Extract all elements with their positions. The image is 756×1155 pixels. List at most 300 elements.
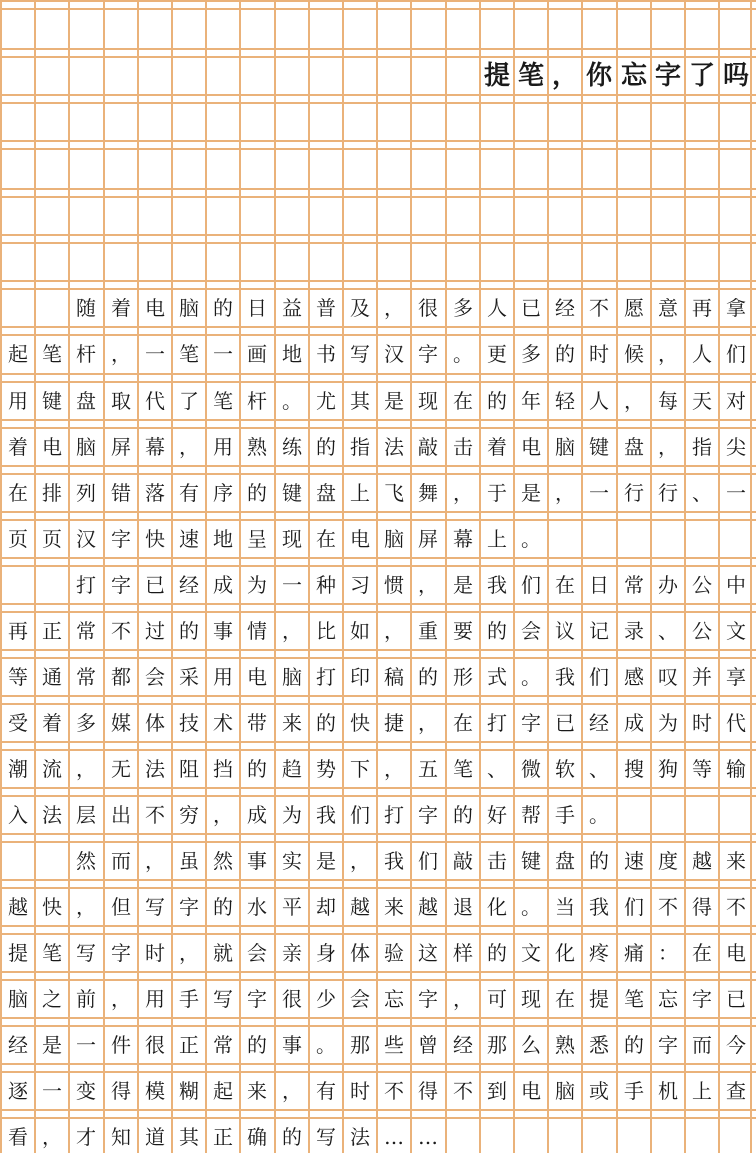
grid-divider (684, 188, 686, 234)
grid-divider (34, 557, 36, 603)
text-character: 在 (453, 711, 473, 735)
grid-rule (0, 833, 756, 835)
grid-divider (750, 0, 752, 48)
text-character: 如 (350, 619, 370, 643)
text-character: 写 (213, 987, 233, 1011)
text-character: 手 (624, 1079, 644, 1103)
grid-rule (0, 557, 756, 559)
grid-divider (581, 140, 583, 188)
text-character: 起 (213, 1079, 233, 1103)
grid-divider (684, 140, 686, 188)
grid-divider (342, 0, 344, 48)
grid-divider (684, 1109, 686, 1153)
text-character: 当 (555, 895, 575, 919)
text-character: 成 (624, 711, 644, 735)
text-character: 事 (282, 1033, 302, 1057)
grid-divider (718, 1109, 720, 1153)
text-character: 练 (282, 435, 302, 459)
text-character: 、 (487, 757, 507, 781)
text-character: 打 (487, 711, 507, 735)
text-character: 正 (42, 619, 62, 643)
text-character: 。 (453, 342, 473, 366)
grid-divider (684, 787, 686, 833)
text-character: 。 (589, 803, 609, 827)
text-character: 的 (418, 665, 438, 689)
text-character: ， (145, 849, 165, 873)
text-character: 击 (453, 435, 473, 459)
text-character: 笔 (624, 987, 644, 1011)
text-character: ， (282, 619, 302, 643)
text-character: 然 (213, 849, 233, 873)
grid-divider (68, 234, 70, 280)
grid-rule (0, 925, 756, 927)
text-character: 印 (350, 665, 370, 689)
text-character: ， (179, 435, 199, 459)
text-character: 电 (350, 527, 370, 551)
grid-divider (750, 94, 752, 140)
text-character: 盘 (316, 481, 336, 505)
grid-divider (684, 234, 686, 280)
grid-rule (0, 8, 756, 10)
text-character: 尤 (316, 389, 336, 413)
grid-divider (205, 0, 207, 48)
grid-divider (68, 48, 70, 94)
grid-divider (205, 94, 207, 140)
grid-divider (581, 511, 583, 557)
text-character: 文 (726, 619, 746, 643)
grid-divider (616, 1109, 618, 1153)
text-character: 越 (8, 895, 28, 919)
text-character: 身 (316, 941, 336, 965)
grid-rule (0, 242, 756, 244)
text-character: 指 (350, 435, 370, 459)
text-character: 着 (8, 435, 28, 459)
text-character: ， (76, 757, 96, 781)
grid-divider (137, 48, 139, 94)
text-character: 盘 (624, 435, 644, 459)
text-character: 要 (453, 619, 473, 643)
text-character: 体 (145, 711, 165, 735)
text-character: 已 (145, 573, 165, 597)
text-character: 越 (418, 895, 438, 919)
text-character: 杆 (76, 342, 96, 366)
text-character: 写 (350, 342, 370, 366)
text-character: 采 (179, 665, 199, 689)
text-character: 的 (453, 803, 473, 827)
text-character: 们 (589, 665, 609, 689)
grid-divider (0, 0, 2, 48)
text-character: 得 (418, 1079, 438, 1103)
text-character: 笔 (42, 941, 62, 965)
text-character: ， (282, 1079, 302, 1103)
text-character: 一 (726, 481, 746, 505)
grid-divider (650, 140, 652, 188)
text-character: 越 (692, 849, 712, 873)
grid-divider (445, 188, 447, 234)
grid-divider (68, 140, 70, 188)
text-character: 脑 (76, 435, 96, 459)
text-character: 成 (213, 573, 233, 597)
text-character: 术 (213, 711, 233, 735)
text-character: 挡 (213, 757, 233, 781)
grid-divider (616, 94, 618, 140)
text-character: 些 (384, 1033, 404, 1057)
grid-divider (0, 48, 2, 94)
text-character: 在 (692, 941, 712, 965)
text-character: 意 (658, 296, 678, 320)
text-character: 我 (384, 849, 404, 873)
grid-divider (137, 188, 139, 234)
text-character: 、 (658, 619, 678, 643)
text-character: ， (42, 1125, 62, 1149)
text-character: 写 (145, 895, 165, 919)
text-character: 字 (418, 342, 438, 366)
title-character: 了 (688, 61, 715, 91)
text-character: 会 (521, 619, 541, 643)
text-character: 看 (8, 1125, 28, 1149)
text-character: 键 (589, 435, 609, 459)
text-character: 脑 (384, 527, 404, 551)
grid-rule (0, 1063, 756, 1065)
text-character: 时 (145, 941, 165, 965)
grid-divider (308, 94, 310, 140)
text-character: 盘 (555, 849, 575, 873)
text-character: 行 (624, 481, 644, 505)
grid-divider (376, 0, 378, 48)
text-character: 都 (111, 665, 131, 689)
text-character: 电 (521, 1079, 541, 1103)
text-character: 更 (487, 342, 507, 366)
text-character: 但 (111, 895, 131, 919)
grid-divider (718, 188, 720, 234)
grid-divider (205, 48, 207, 94)
text-character: 我 (487, 573, 507, 597)
grid-divider (274, 48, 276, 94)
text-character: 电 (247, 665, 267, 689)
grid-divider (171, 140, 173, 188)
text-character: 在 (555, 573, 575, 597)
text-character: 软 (555, 757, 575, 781)
text-character: 击 (487, 849, 507, 873)
text-character: 查 (726, 1079, 746, 1103)
text-character: 样 (453, 941, 473, 965)
text-character: 电 (726, 941, 746, 965)
grid-rule (0, 373, 756, 375)
text-character: 汉 (384, 342, 404, 366)
grid-divider (684, 0, 686, 48)
grid-divider (445, 48, 447, 94)
text-character: 才 (76, 1125, 96, 1149)
text-character: 字 (111, 527, 131, 551)
text-character: 的 (487, 619, 507, 643)
text-character: 很 (145, 1033, 165, 1057)
grid-rule (0, 787, 756, 789)
text-character: 列 (76, 481, 96, 505)
text-character: 是 (384, 389, 404, 413)
text-character: 出 (111, 803, 131, 827)
grid-divider (376, 140, 378, 188)
grid-divider (479, 234, 481, 280)
text-character: 退 (453, 895, 473, 919)
grid-divider (0, 140, 2, 188)
text-character: 敲 (418, 435, 438, 459)
text-character: 经 (555, 296, 575, 320)
text-character: 中 (726, 573, 746, 597)
grid-divider (342, 188, 344, 234)
grid-divider (513, 140, 515, 188)
text-character: 来 (384, 895, 404, 919)
grid-divider (616, 234, 618, 280)
grid-rule (0, 649, 756, 651)
text-character: 或 (589, 1079, 609, 1103)
grid-divider (308, 48, 310, 94)
text-character: 是 (42, 1033, 62, 1057)
text-character: 现 (282, 527, 302, 551)
grid-rule (0, 1109, 756, 1111)
text-character: 会 (145, 665, 165, 689)
grid-divider (137, 234, 139, 280)
text-character: 着 (487, 435, 507, 459)
text-character: 随 (76, 296, 96, 320)
grid-divider (376, 48, 378, 94)
grid-rule (0, 140, 756, 142)
grid-divider (547, 1109, 549, 1153)
text-character: 幕 (453, 527, 473, 551)
text-character: 代 (726, 711, 746, 735)
text-character: 电 (145, 296, 165, 320)
text-character: 们 (418, 849, 438, 873)
grid-divider (750, 140, 752, 188)
text-character: 不 (658, 895, 678, 919)
text-character: 。 (282, 389, 302, 413)
title-character: 笔 (517, 61, 544, 91)
text-character: 技 (179, 711, 199, 735)
text-character: 再 (692, 296, 712, 320)
grid-divider (547, 188, 549, 234)
text-character: 普 (316, 296, 336, 320)
text-character: 平 (282, 895, 302, 919)
grid-divider (445, 1109, 447, 1153)
text-character: 书 (316, 342, 336, 366)
text-character: 我 (316, 803, 336, 827)
text-character: 快 (350, 711, 370, 735)
grid-divider (718, 234, 720, 280)
text-character: ： (658, 941, 678, 965)
text-character: 字 (692, 987, 712, 1011)
text-character: 舞 (418, 481, 438, 505)
text-character: 输 (726, 757, 746, 781)
text-character: 录 (624, 619, 644, 643)
text-character: 用 (145, 987, 165, 1011)
text-character: 的 (213, 296, 233, 320)
text-character: 稿 (384, 665, 404, 689)
text-character: 现 (418, 389, 438, 413)
text-character: 来 (247, 1079, 267, 1103)
grid-rule (0, 326, 756, 328)
text-character: 屏 (418, 527, 438, 551)
text-character: 惯 (384, 573, 404, 597)
text-character: 会 (350, 987, 370, 1011)
text-character: 键 (42, 389, 62, 413)
grid-divider (479, 1109, 481, 1153)
text-character: ， (384, 619, 404, 643)
text-character: 常 (213, 1033, 233, 1057)
grid-rule (0, 148, 756, 150)
grid-divider (376, 188, 378, 234)
text-character: ， (555, 481, 575, 505)
title-character: 字 (654, 61, 681, 91)
grid-divider (68, 94, 70, 140)
text-character: 人 (487, 296, 507, 320)
text-character: 确 (247, 1125, 267, 1149)
text-character: 速 (179, 527, 199, 551)
text-character: 一 (213, 342, 233, 366)
text-character: 等 (692, 757, 712, 781)
text-character: 逐 (8, 1079, 28, 1103)
grid-divider (547, 0, 549, 48)
text-character: 时 (589, 342, 609, 366)
grid-rule (0, 280, 756, 282)
text-character: 通 (42, 665, 62, 689)
text-character: 法 (384, 435, 404, 459)
text-character: 打 (384, 803, 404, 827)
grid-divider (171, 188, 173, 234)
text-character: 狗 (658, 757, 678, 781)
grid-divider (616, 0, 618, 48)
text-character: 提 (589, 987, 609, 1011)
grid-divider (513, 188, 515, 234)
text-character: 越 (350, 895, 370, 919)
text-character: 正 (179, 1033, 199, 1057)
grid-divider (445, 234, 447, 280)
grid-divider (239, 48, 241, 94)
text-character: 知 (111, 1125, 131, 1149)
text-character: 每 (658, 389, 678, 413)
text-character: 今 (726, 1033, 746, 1057)
grid-rule (0, 695, 756, 697)
grid-rule (0, 196, 756, 198)
grid-divider (308, 0, 310, 48)
text-character: ， (384, 757, 404, 781)
grid-divider (479, 0, 481, 48)
text-character: 并 (692, 665, 712, 689)
grid-divider (684, 94, 686, 140)
grid-divider (650, 234, 652, 280)
text-character: 经 (179, 573, 199, 597)
text-character: 等 (8, 665, 28, 689)
grid-rule (0, 465, 756, 467)
text-character: 比 (316, 619, 336, 643)
text-character: 、 (692, 481, 712, 505)
grid-divider (205, 140, 207, 188)
text-character: 正 (213, 1125, 233, 1149)
grid-rule (0, 419, 756, 421)
text-character: ， (418, 573, 438, 597)
grid-divider (274, 94, 276, 140)
grid-divider (342, 94, 344, 140)
text-character: 已 (726, 987, 746, 1011)
grid-divider (376, 234, 378, 280)
grid-divider (581, 94, 583, 140)
text-character: 已 (555, 711, 575, 735)
text-character: 帮 (521, 803, 541, 827)
grid-divider (0, 188, 2, 234)
text-character: 字 (179, 895, 199, 919)
text-character: 天 (692, 389, 712, 413)
text-character: 流 (42, 757, 62, 781)
text-character: 体 (350, 941, 370, 965)
grid-divider (547, 94, 549, 140)
text-character: 电 (521, 435, 541, 459)
text-character: 益 (282, 296, 302, 320)
text-character: ， (111, 342, 131, 366)
grid-divider (479, 140, 481, 188)
text-character: 么 (521, 1033, 541, 1057)
text-character: 打 (76, 573, 96, 597)
text-character: 来 (726, 849, 746, 873)
grid-divider (137, 0, 139, 48)
grid-divider (342, 48, 344, 94)
text-character: 用 (213, 435, 233, 459)
text-character: 常 (76, 619, 96, 643)
grid-rule (0, 234, 756, 236)
grid-divider (616, 140, 618, 188)
grid-divider (479, 188, 481, 234)
text-character: 习 (350, 573, 370, 597)
text-character: 不 (111, 619, 131, 643)
grid-divider (479, 94, 481, 140)
grid-divider (750, 511, 752, 557)
text-character: 。 (316, 1033, 336, 1057)
grid-divider (103, 94, 105, 140)
text-character: 捷 (384, 711, 404, 735)
text-character: 字 (658, 1033, 678, 1057)
grid-divider (34, 0, 36, 48)
text-character: 提 (8, 941, 28, 965)
text-character: 公 (692, 619, 712, 643)
text-character: 过 (145, 619, 165, 643)
grid-divider (410, 0, 412, 48)
text-character: 着 (111, 296, 131, 320)
text-character: 无 (111, 757, 131, 781)
text-character: 字 (521, 711, 541, 735)
grid-divider (581, 234, 583, 280)
grid-divider (0, 833, 2, 879)
text-character: 得 (692, 895, 712, 919)
grid-divider (342, 140, 344, 188)
text-character: 地 (213, 527, 233, 551)
grid-divider (513, 234, 515, 280)
text-character: 用 (213, 665, 233, 689)
grid-divider (171, 234, 173, 280)
grid-divider (750, 787, 752, 833)
text-character: 层 (76, 803, 96, 827)
text-character: 字 (111, 941, 131, 965)
text-character: 而 (111, 849, 131, 873)
text-character: 的 (589, 849, 609, 873)
text-character: 在 (453, 389, 473, 413)
text-character: 年 (521, 389, 541, 413)
text-character: 办 (658, 573, 678, 597)
grid-divider (513, 0, 515, 48)
text-character: 错 (111, 481, 131, 505)
text-character: 不 (453, 1079, 473, 1103)
text-character: 手 (179, 987, 199, 1011)
text-character: 潮 (8, 757, 28, 781)
grid-divider (513, 1109, 515, 1153)
grid-divider (137, 94, 139, 140)
text-character: 有 (179, 481, 199, 505)
